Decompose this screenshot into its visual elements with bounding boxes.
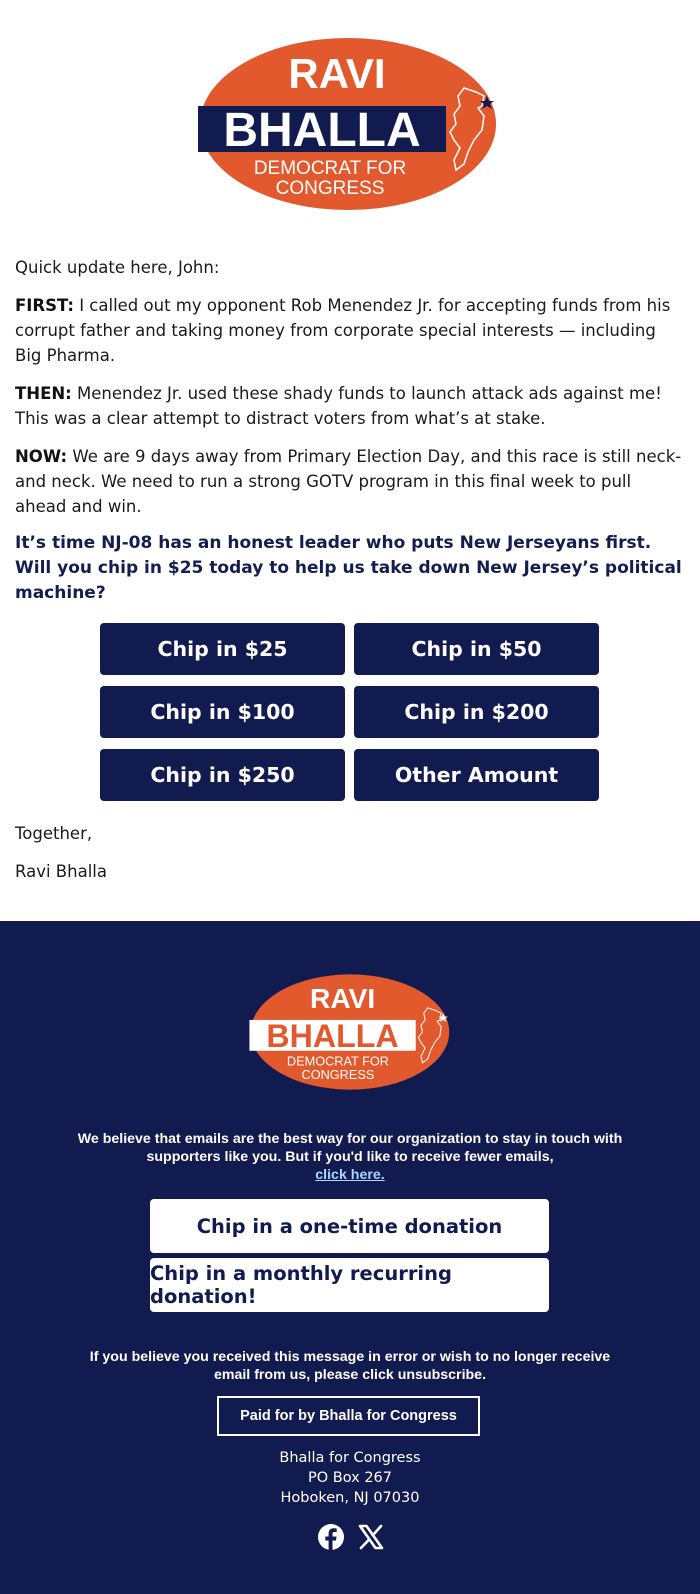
chip-in-100-button[interactable]: Chip in $100	[100, 686, 345, 738]
chip-in-200-button[interactable]: Chip in $200	[354, 686, 599, 738]
address-line: PO Box 267	[307, 1470, 392, 1486]
unsubscribe-note: If you believe you received this message in error or wish to no longer receive email from us, please click unsubscribe.	[89, 1349, 611, 1383]
svg-text:RAVI: RAVI	[288, 50, 386, 97]
chip-in-50-button[interactable]: Chip in $50	[354, 623, 599, 675]
signature: Ravi Bhalla	[15, 862, 107, 881]
address-line: Hoboken, NJ 07030	[280, 1490, 420, 1506]
one-time-donation-button[interactable]: Chip in a one-time donation	[150, 1199, 549, 1253]
fewer-emails-link[interactable]: click here.	[315, 1167, 385, 1183]
signoff: Together,	[15, 824, 93, 843]
ravi-bhalla-logo	[198, 36, 498, 212]
svg-text:CONGRESS: CONGRESS	[301, 1066, 375, 1082]
svg-text:DEMOCRAT FOR: DEMOCRAT FOR	[253, 158, 407, 179]
paragraph-then: THEN: Menendez Jr. used these shady funds to launch attack ads against me! This was a clear attempt to distract voters from what’s at stake.	[15, 384, 662, 428]
mailing-address	[150, 1448, 550, 1508]
chip-in-25-button[interactable]: Chip in $25	[100, 623, 345, 675]
svg-text:CONGRESS: CONGRESS	[275, 178, 385, 199]
other-amount-button[interactable]: Other Amount	[354, 749, 599, 801]
svg-text:DEMOCRAT FOR: DEMOCRAT FOR	[286, 1053, 389, 1069]
donation-appeal: It’s time NJ-08 has an honest leader who puts New Jerseyans first. Will you chip in $25 today to help us take down New Jersey’s political machine?	[15, 533, 682, 603]
facebook-icon[interactable]	[317, 1523, 345, 1551]
chip-in-250-button[interactable]: Chip in $250	[100, 749, 345, 801]
address-line: Bhalla for Congress	[279, 1450, 421, 1466]
greeting: Quick update here, John:	[15, 258, 220, 277]
svg-text:RAVI: RAVI	[310, 982, 376, 1014]
svg-text:BHALLA: BHALLA	[223, 104, 421, 157]
paid-for-disclaimer: Paid for by Bhalla for Congress	[217, 1396, 480, 1436]
monthly-donation-button[interactable]: Chip in a monthly recurring donation!	[150, 1258, 549, 1312]
fewer-emails-note: We believe that emails are the best way for our organization to stay in touch with supporters like you. But if you'd like to receive fewer emails, click here.	[77, 1131, 623, 1183]
paragraph-now: NOW: We are 9 days away from Primary Election Day, and this race is still neck-and neck. We need to run a strong GOTV program in this final week to pull ahead and win.	[15, 447, 682, 516]
footer-logo	[249, 973, 451, 1091]
paragraph-first: FIRST: I called out my opponent Rob Menendez Jr. for accepting funds from his corrupt father and taking money from corporate special interests — including Big Pharma.	[15, 296, 671, 365]
svg-text:BHALLA: BHALLA	[266, 1017, 399, 1054]
x-icon[interactable]	[357, 1523, 385, 1551]
